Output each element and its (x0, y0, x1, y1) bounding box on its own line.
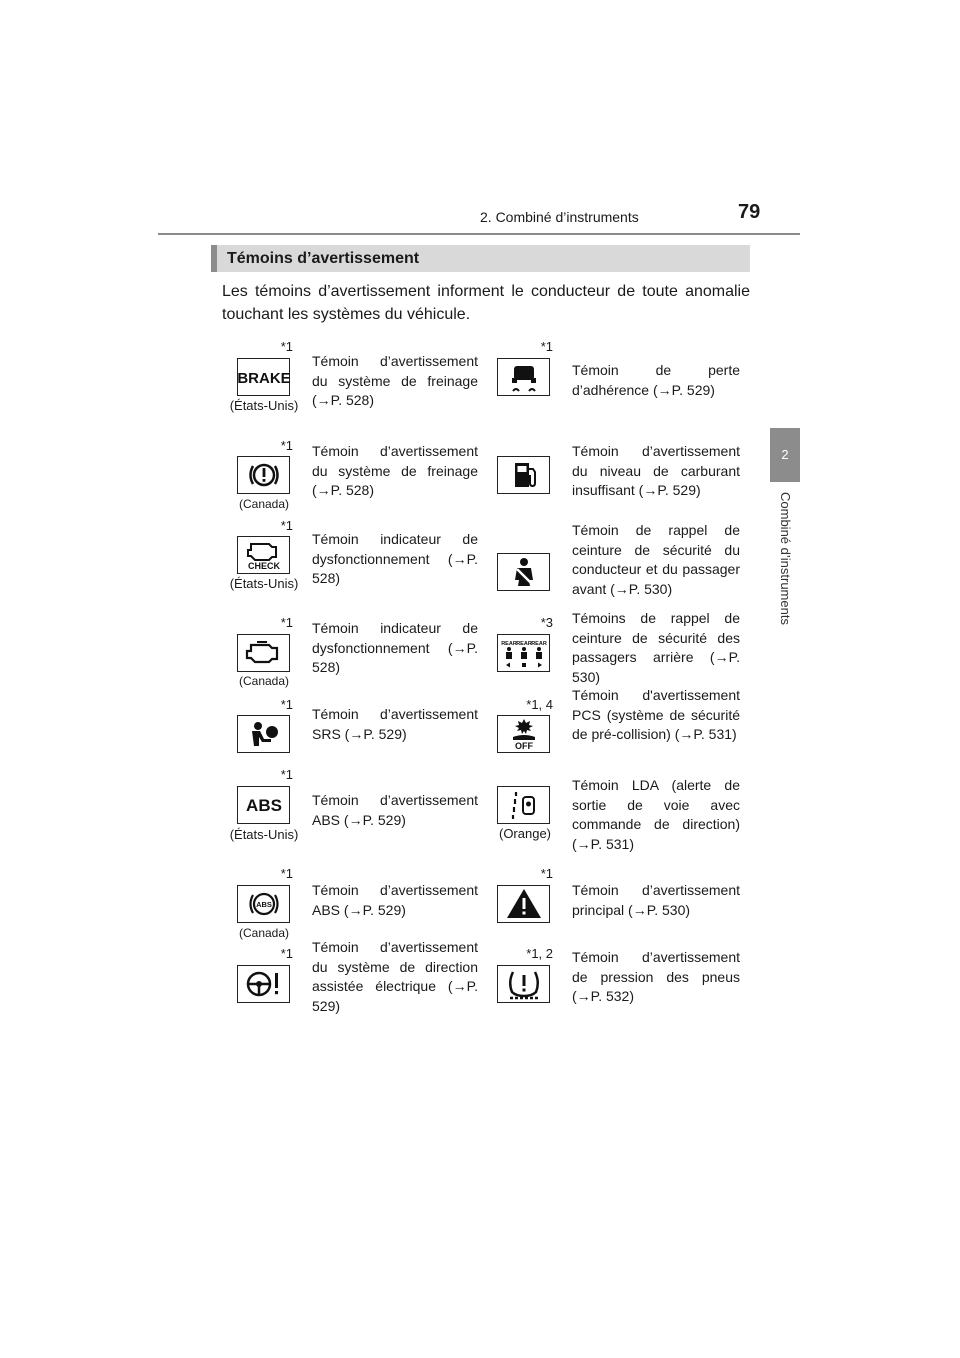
region-label: (Canada) (238, 497, 290, 511)
item-description: Témoin de perte d’adhérence (→P. 529) (572, 362, 740, 398)
abs-text-icon (237, 786, 290, 824)
off-label: OFF (514, 741, 533, 751)
note-marker: *1 (540, 866, 553, 881)
section-title: Témoins d’avertissement (211, 245, 750, 272)
page-number: 79 (738, 201, 761, 223)
check-label: CHECK (247, 561, 280, 571)
item-description: Témoin LDA (alerte de sortie de voie avec commande de direction) (→P. 531) (572, 777, 740, 852)
header-rule (158, 233, 800, 235)
region-label: (Orange) (498, 826, 552, 841)
item-description: Témoin indicateur de dysfonctionnement (→P. 528) (312, 531, 478, 586)
note-marker: *1 (280, 866, 293, 881)
note-marker: *3 (540, 615, 553, 630)
tire-pressure-icon (497, 965, 550, 1003)
pcs-off-icon (497, 715, 550, 753)
item-description: Témoins de rappel de ceinture de sécurité des passagers arrière (→P. 530) (572, 610, 740, 685)
srs-airbag-icon (237, 715, 290, 753)
abs-circle-label: ABS (255, 900, 272, 909)
engine-icon (237, 634, 290, 672)
item-description: Témoin d’avertissement SRS (→P. 529) (312, 706, 478, 742)
item-description: Témoin d’avertissement du système de freinage (→P. 528) (312, 353, 478, 408)
item-description: Témoin d’avertissement ABS (→P. 529) (312, 792, 478, 828)
note-marker: *1 (280, 518, 293, 533)
check-engine-icon (237, 536, 290, 574)
slip-icon (497, 358, 550, 396)
power-steering-icon (237, 965, 290, 1003)
chapter-side-label: Combiné d’instruments (778, 492, 793, 625)
rear-label-left: REAR (500, 641, 517, 647)
item-description: Témoin de rappel de ceinture de sécurité du conducteur et du passager avant (→P. 530) (572, 522, 740, 597)
chapter-title: 2. Combiné d’instruments (480, 209, 639, 225)
abs-circle-icon (237, 885, 290, 923)
master-warning-icon (497, 885, 550, 923)
chapter-tab[interactable]: 2 (770, 428, 800, 482)
note-marker: *1 (280, 615, 293, 630)
brake-text-icon (237, 358, 290, 396)
rear-seatbelt-icon (497, 634, 550, 672)
note-marker: *1 (280, 946, 293, 961)
seatbelt-icon (497, 553, 550, 591)
lda-icon (497, 786, 550, 824)
note-marker: *1 (280, 697, 293, 712)
abs-label: ABS (245, 796, 282, 815)
region-label: (Canada) (238, 926, 290, 940)
rear-label-right: REAR (530, 641, 547, 647)
item-description: Témoin d'avertissement PCS (système de sécurité de pré-collision) (→P. 531) (572, 687, 740, 742)
item-description: Témoin d’avertissement du système de freinage (→P. 528) (312, 443, 478, 498)
item-description: Témoin d’avertissement ABS (→P. 529) (312, 882, 478, 918)
region-label: (États-Unis) (229, 398, 299, 413)
region-label: (Canada) (238, 674, 290, 688)
note-marker: *1 (280, 339, 293, 354)
note-marker: *1 (280, 438, 293, 453)
rear-label-center: REAR (515, 641, 532, 647)
region-label: (États-Unis) (229, 827, 299, 842)
item-description: Témoin d’avertissement principal (→P. 530) (572, 882, 740, 918)
note-marker: *1 (280, 767, 293, 782)
item-description: Témoin d’avertissement du système de direction assistée électrique (→P. 529) (312, 939, 478, 1014)
brake-circle-icon (237, 456, 290, 494)
note-marker: *1, 2 (526, 946, 553, 961)
item-description: Témoin indicateur de dysfonctionnement (→P. 528) (312, 620, 478, 675)
item-description: Témoin d’avertissement de pression des pneus (→P. 532) (572, 949, 740, 1004)
fuel-icon (497, 456, 550, 494)
region-label: (États-Unis) (229, 576, 299, 591)
intro-paragraph: Les témoins d’avertissement informent le conducteur de toute anomalie touchant les systèmes du véhicule. (222, 283, 750, 323)
brake-label: BRAKE (236, 370, 291, 387)
note-marker: *1 (540, 339, 553, 354)
item-description: Témoin d’avertissement du niveau de carburant insuffisant (→P. 529) (572, 443, 740, 498)
note-marker: *1, 4 (526, 697, 553, 712)
